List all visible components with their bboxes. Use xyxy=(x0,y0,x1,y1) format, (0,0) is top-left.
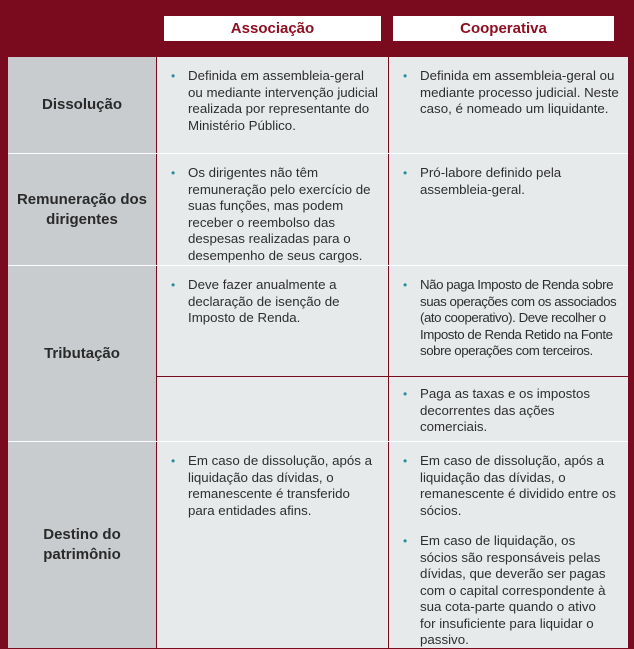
row-label-remuneracao: Remuneração dos dirigentes xyxy=(8,154,156,265)
cell-remuneracao-cooperativa xyxy=(389,154,628,265)
cell-patrimonio-associacao xyxy=(157,442,388,648)
column-header-associacao: Associação xyxy=(164,16,381,41)
bullet-item: • Em caso de dissolução, após a liquidação das dívidas, o remanescente é transferido para entidades afins. xyxy=(171,453,378,519)
bullet-item: • Paga as taxas e os impostos decorrentes das ações comerciais. xyxy=(403,386,590,436)
row-label-patrimonio: Destino do patrimônio xyxy=(8,442,156,648)
cell-tributacao-cooperativa-2 xyxy=(389,377,628,441)
cell-tributacao-associacao-empty xyxy=(157,377,388,441)
row-label-dissolucao: Dissolução xyxy=(8,57,156,153)
cell-remuneracao-associacao xyxy=(157,154,388,265)
bullet-item: • Pró-labore definido pela assembleia-geral. xyxy=(403,165,598,198)
cell-patrimonio-cooperativa xyxy=(389,442,628,648)
column-header-cooperativa: Cooperativa xyxy=(393,16,614,41)
bullet-item: • Em caso de liquidação, os sócios são responsáveis pelas dívidas, que deverão ser pagas com o capital correspondente à sua cota-parte quando o ativo for insuficiente para liquidar o passivo. xyxy=(403,533,610,649)
cell-dissolucao-associacao xyxy=(157,57,388,153)
bullet-item: • Não paga Imposto de Renda sobre suas operações com os associados (ato cooperativo). Deve recolher o Imposto de Renda Retido na Fonte sobre operações com terceiros. xyxy=(403,277,625,360)
cell-tributacao-cooperativa-1 xyxy=(389,266,628,376)
bullet-item: • Definida em assembleia-geral ou mediante processo judicial. Neste caso, é nomeado um liquidante. xyxy=(403,68,622,118)
cell-dissolucao-cooperativa xyxy=(389,57,628,153)
cell-tributacao-associacao xyxy=(157,266,388,376)
bullet-item: • Definida em assembleia-geral ou mediante intervenção judicial realizada por representante do Ministério Público. xyxy=(171,68,378,134)
row-label-tributacao: Tributação xyxy=(8,266,156,441)
bullet-item: • Os dirigentes não têm remuneração pelo exercício de suas funções, mas podem receber o reembolso das despesas realizadas para o desempenho de seus cargos. xyxy=(171,165,378,264)
bullet-item: • Em caso de dissolução, após a liquidação das dívidas, o remanescente é dividido entre os sócios. xyxy=(403,453,625,519)
bullet-item: • Deve fazer anualmente a declaração de isenção de Imposto de Renda. xyxy=(171,277,378,327)
